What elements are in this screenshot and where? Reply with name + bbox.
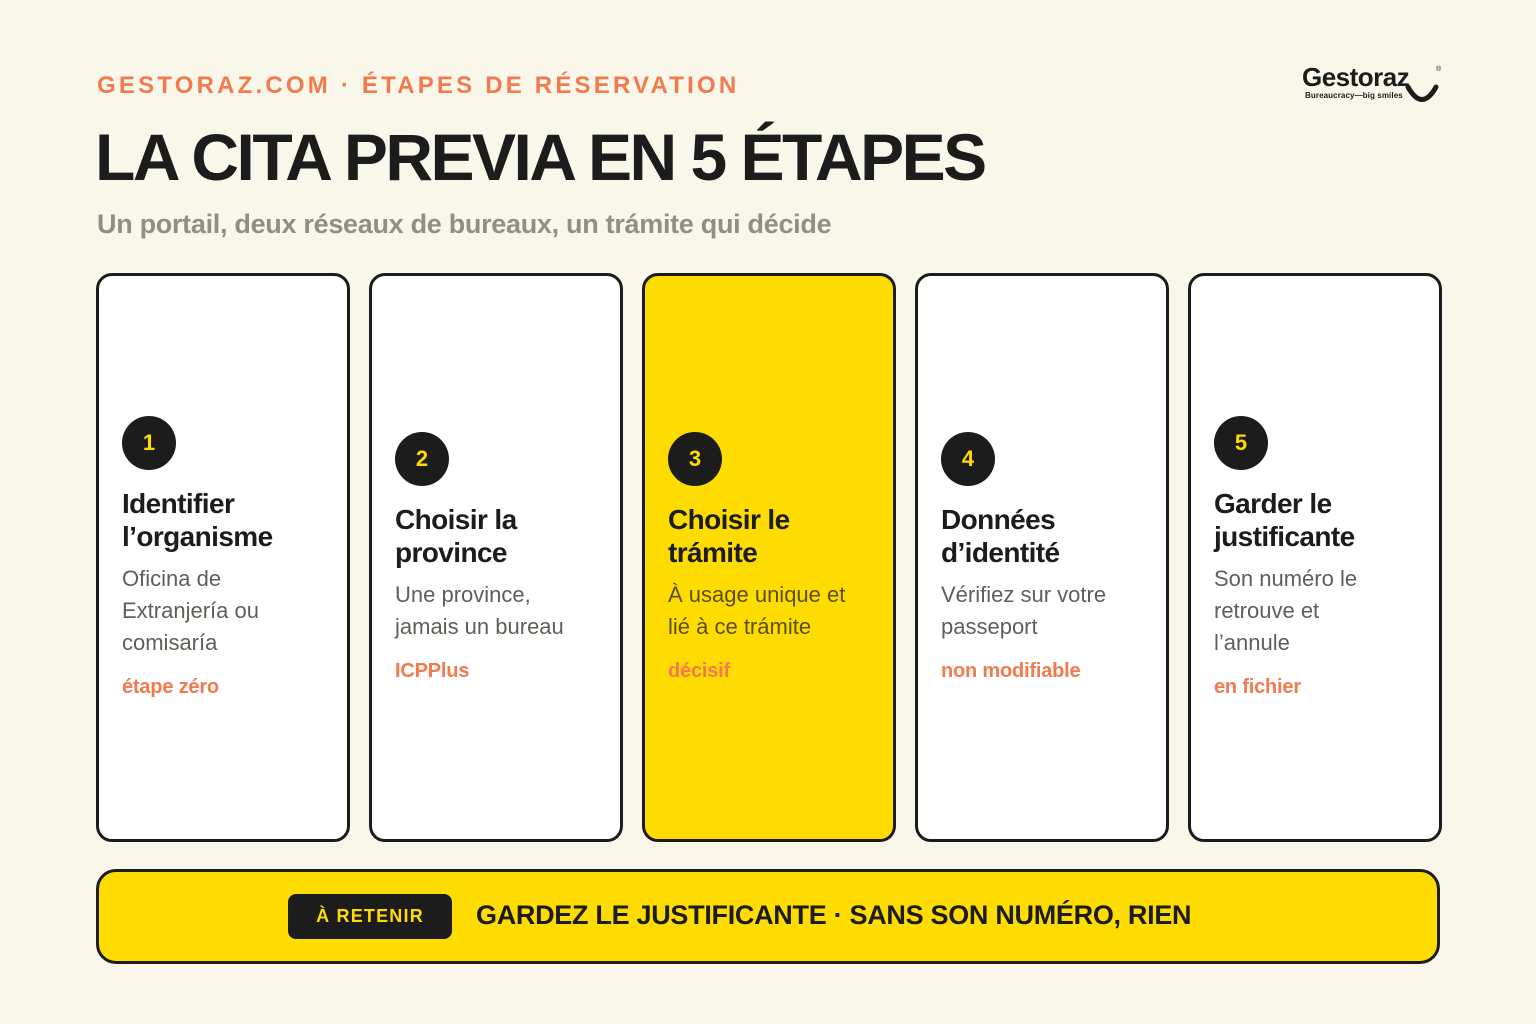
step-description-line: Son numéro le: [1214, 566, 1358, 591]
step-tag: non modifiable: [941, 660, 1081, 682]
step-description-line: À usage unique et: [668, 582, 846, 607]
step-tag: ICPPlus: [395, 660, 470, 682]
gestoraz-logo: [1300, 62, 1450, 112]
step-title-line: justificante: [1214, 521, 1355, 552]
step-description-line: l’annule: [1214, 630, 1290, 655]
step-description-line: passeport: [941, 614, 1038, 639]
step-description: [395, 579, 606, 643]
step-description: [1214, 563, 1425, 659]
step-description-line: Vérifiez sur votre: [941, 582, 1107, 607]
takeaway-badge: À RETENIR: [288, 894, 452, 939]
step-description-line: lié à ce trámite: [668, 614, 812, 639]
kicker: GESTORAZ.COM · ÉTAPES DE RÉSERVATION: [97, 72, 740, 99]
step-title-line: d’identité: [941, 537, 1060, 568]
step-number-badge: 5: [1214, 416, 1268, 470]
step-title: [122, 487, 333, 553]
step-description: [668, 579, 879, 643]
step-title: [941, 503, 1152, 569]
step-title-line: Choisir le: [668, 504, 790, 535]
step-description-line: comisaría: [122, 630, 218, 655]
logo-wordmark: Gestoraz: [1302, 62, 1410, 92]
step-number-badge: 1: [122, 416, 176, 470]
step-title-line: trámite: [668, 537, 758, 568]
step-title-line: Choisir la: [395, 504, 517, 535]
step-title-line: Données: [941, 504, 1056, 535]
step-title-line: l’organisme: [122, 521, 273, 552]
step-number-badge: 2: [395, 432, 449, 486]
page-subtitle: Un portail, deux réseaux de bureaux, un trámite qui décide: [97, 209, 832, 239]
step-description-line: jamais un bureau: [395, 614, 564, 639]
page-title: LA CITA PREVIA EN 5 ÉTAPES: [95, 120, 985, 194]
step-card-2: [369, 273, 623, 842]
step-title-line: province: [395, 537, 507, 568]
step-card-3: [642, 273, 896, 842]
step-description-line: Extranjería ou: [122, 598, 259, 623]
step-title: [668, 503, 879, 569]
step-card-4: [915, 273, 1169, 842]
step-description-line: Oficina de: [122, 566, 222, 591]
step-description: [122, 563, 333, 659]
logo-registered-mark: ®: [1436, 66, 1442, 73]
logo-tagline: Bureaucracy—big smiles: [1305, 91, 1403, 100]
step-card-5: [1188, 273, 1442, 842]
step-title: [395, 503, 606, 569]
smile-icon: [1405, 84, 1439, 104]
step-card-1: [96, 273, 350, 842]
takeaway-text: GARDEZ LE JUSTIFICANTE · SANS SON NUMÉRO, RIEN: [476, 900, 1192, 930]
step-description: [941, 579, 1152, 643]
step-tag: décisif: [668, 660, 730, 682]
step-title-line: Identifier: [122, 488, 235, 519]
step-number-badge: 4: [941, 432, 995, 486]
step-title: [1214, 487, 1425, 553]
step-tag: en fichier: [1214, 676, 1301, 698]
step-number-badge: 3: [668, 432, 722, 486]
step-tag: étape zéro: [122, 676, 219, 698]
steps-row: [96, 273, 1442, 842]
step-description-line: Une province,: [395, 582, 531, 607]
step-description-line: retrouve et: [1214, 598, 1320, 623]
takeaway-banner: [96, 869, 1440, 964]
step-title-line: Garder le: [1214, 488, 1332, 519]
